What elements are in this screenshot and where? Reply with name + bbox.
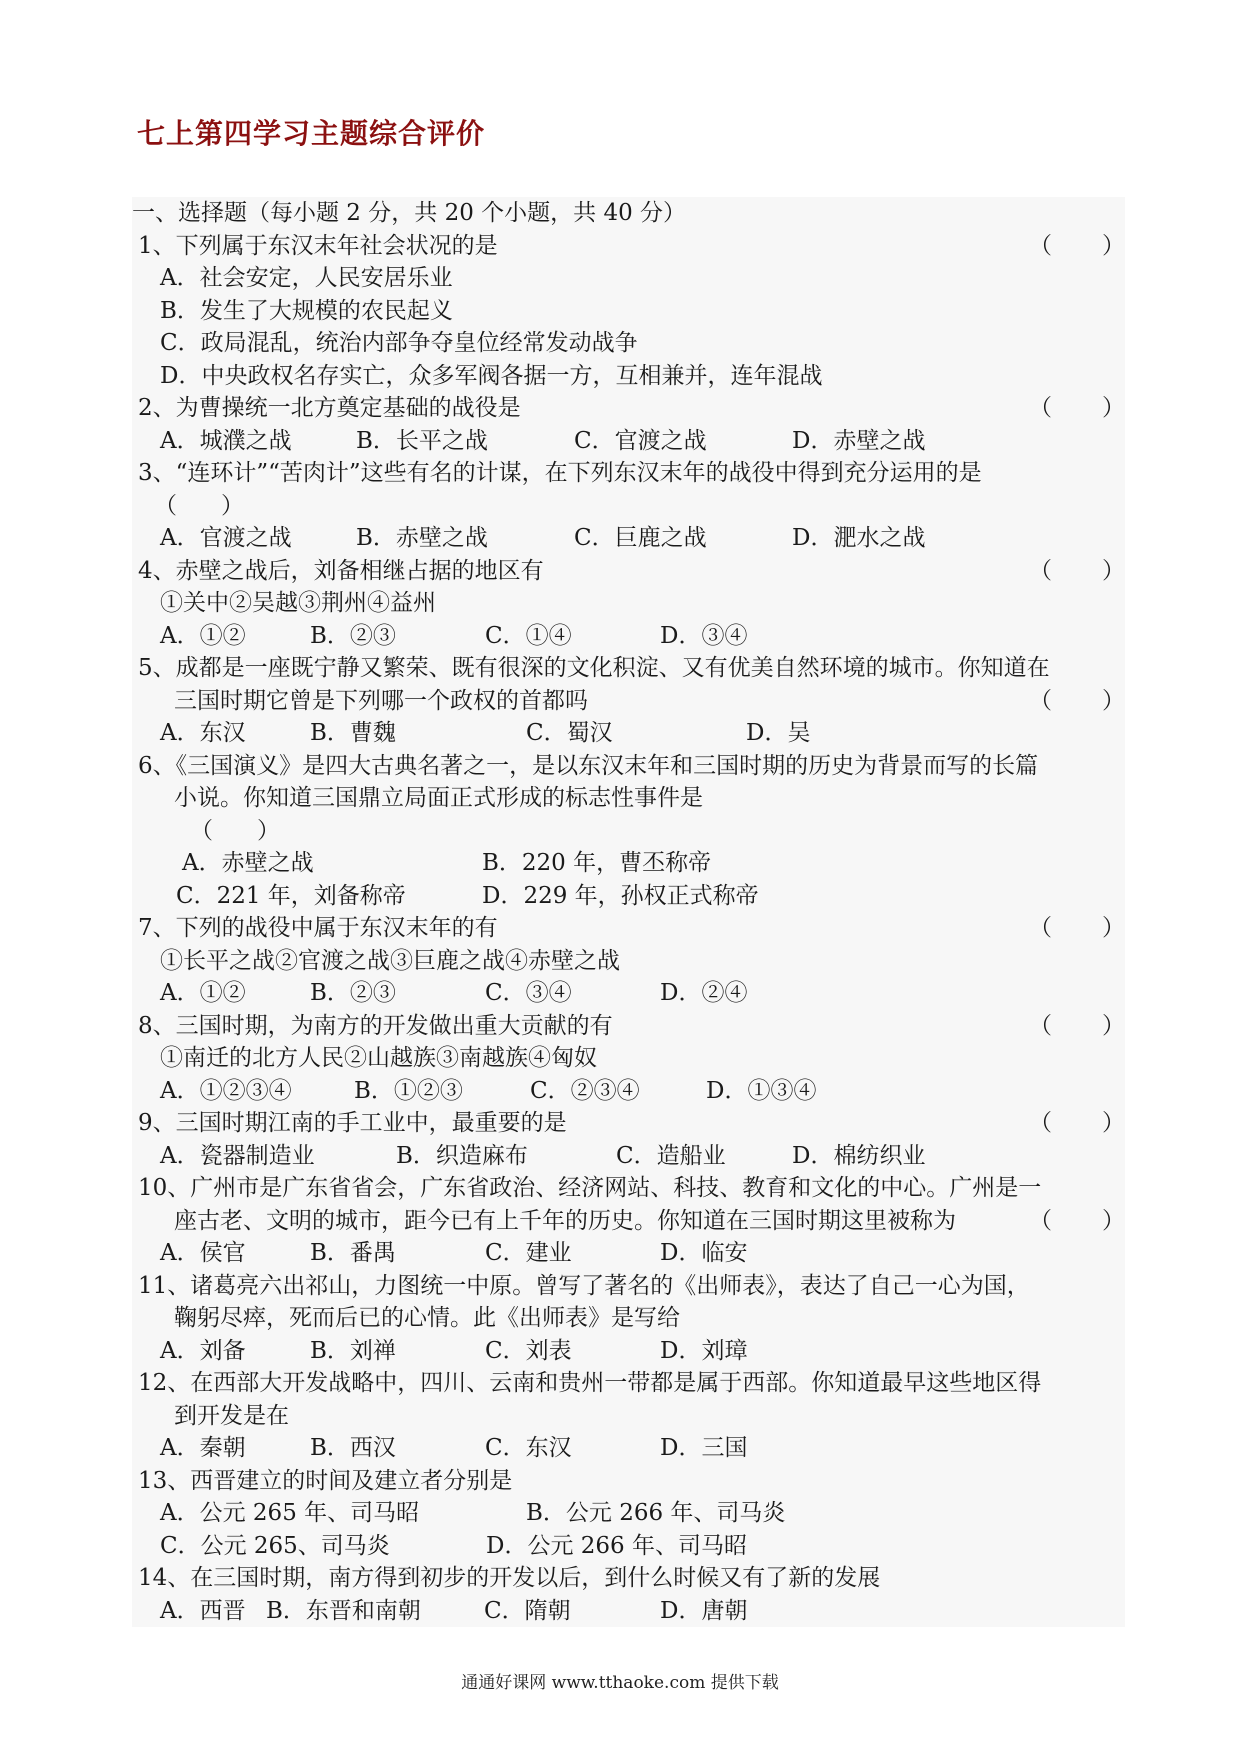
option: B．长平之战 — [356, 427, 488, 454]
option-row — [132, 1075, 1125, 1108]
option-row — [132, 880, 1125, 913]
option: D．③④ — [660, 622, 748, 649]
question-stem-cont: 鞠躬尽瘁，死而后已的心情。此《出师表》是写给 — [174, 1305, 680, 1331]
answer-blank: （ ） — [1029, 395, 1125, 421]
option-row — [132, 1595, 1125, 1628]
option: A．刘备 — [160, 1337, 246, 1364]
option-row — [132, 620, 1125, 653]
answer-blank: （ ） — [154, 492, 244, 519]
item-list: ①关中②吴越③荆州④益州 — [160, 590, 436, 616]
option: C．东汉 — [485, 1435, 572, 1461]
option: A．西晋 — [160, 1597, 246, 1624]
option: C．官渡之战 — [574, 427, 707, 454]
answer-blank: （ ） — [1029, 1110, 1125, 1136]
question-stem: 11、诸葛亮六出祁山，力图统一中原。曾写了著名的《出师表》，表达了自己一心为国， — [138, 1272, 1030, 1299]
answer-blank: （ ） — [1029, 1012, 1125, 1039]
option: A．①②③④ — [160, 1077, 292, 1104]
option: A．①② — [160, 622, 246, 649]
option: C．刘表 — [485, 1337, 572, 1364]
option: A．侯官 — [160, 1240, 246, 1266]
option-row — [132, 1335, 1125, 1368]
option: B．东晋和南朝 — [266, 1597, 421, 1624]
item-list: ①长平之战②官渡之战③巨鹿之战④赤壁之战 — [160, 947, 620, 974]
question-text: 8、三国时期，为南方的开发做出重大贡献的有 — [138, 1012, 613, 1039]
option-row — [132, 522, 1125, 555]
option: D．中央政权名存实亡，众多军阀各据一方，互相兼并，连年混战 — [160, 362, 823, 389]
option-row — [132, 1140, 1125, 1173]
item-list: ①南迁的北方人民②山越族③南越族④匈奴 — [160, 1045, 597, 1071]
question-text: 座古老、文明的城市，距今已有上千年的历史。你知道在三国时期这里被称为 — [174, 1207, 956, 1234]
option: D．临安 — [660, 1240, 748, 1266]
option-row — [132, 1497, 1125, 1530]
question-stem — [132, 912, 1125, 945]
option: A．瓷器制造业 — [160, 1142, 315, 1169]
question-stem-cont: 到开发是在 — [174, 1402, 289, 1429]
question-stem — [132, 230, 1125, 263]
answer-blank: （ ） — [1029, 687, 1125, 714]
page-footer: 通通好课网 www.tthaoke.com 提供下载 — [461, 1673, 779, 1693]
question-stem: 6、《三国演义》是四大古典名著之一，是以东汉末年和三国时期的历史为背景而写的长篇 — [138, 752, 1039, 779]
option: B．刘禅 — [310, 1337, 396, 1364]
question-text: 7、下列的战役中属于东汉末年的有 — [138, 915, 498, 941]
answer-blank: （ ） — [1029, 915, 1125, 941]
option-row — [132, 1237, 1125, 1270]
question-text: 三国时期它曾是下列哪一个政权的首都吗 — [174, 687, 588, 714]
option: C．221 年，刘备称帝 — [176, 882, 406, 909]
option-row — [132, 847, 1125, 880]
option: C．建业 — [485, 1240, 572, 1266]
option: A．东汉 — [160, 720, 246, 746]
option: D．②④ — [660, 980, 748, 1006]
option: B．织造麻布 — [396, 1142, 528, 1169]
option: A．秦朝 — [160, 1435, 246, 1461]
question-stem — [132, 392, 1125, 425]
option: D．①③④ — [706, 1077, 817, 1104]
option: A．公元 265 年、司马昭 — [160, 1500, 420, 1526]
option: C．造船业 — [616, 1142, 726, 1169]
question-stem: 14、在三国时期，南方得到初步的开发以后，到什么时候又有了新的发展 — [138, 1565, 881, 1591]
option: D．吴 — [746, 720, 811, 746]
option: B．发生了大规模的农民起义 — [160, 297, 453, 324]
option: C．①④ — [485, 622, 572, 649]
option: B．番禺 — [310, 1240, 396, 1266]
option: C．隋朝 — [484, 1597, 571, 1624]
option: D．唐朝 — [660, 1597, 748, 1624]
option-row — [132, 717, 1125, 750]
option: C．政局混乱，统治内部争夺皇位经常发动战争 — [160, 330, 638, 356]
question-block — [132, 197, 1125, 1627]
option: B．曹魏 — [310, 720, 396, 746]
option-row — [132, 1432, 1125, 1465]
question-text: 9、三国时期江南的手工业中，最重要的是 — [138, 1110, 567, 1136]
question-stem-cont — [132, 1205, 1125, 1238]
option: C．蜀汉 — [526, 720, 613, 746]
option: D．三国 — [660, 1435, 748, 1461]
question-stem-cont: 小说。你知道三国鼎立局面正式形成的标志性事件是 — [174, 785, 703, 811]
question-text: 4、赤壁之战后，刘备相继占据的地区有 — [138, 557, 544, 584]
option: B．②③ — [310, 980, 396, 1006]
question-stem: 13、西晋建立的时间及建立者分别是 — [138, 1467, 513, 1494]
answer-blank: （ ） — [1029, 232, 1125, 259]
option-row — [132, 977, 1125, 1010]
option-row — [132, 1530, 1125, 1563]
option: C．②③④ — [530, 1077, 640, 1104]
answer-blank: （ ） — [1029, 1207, 1125, 1234]
option: A．城濮之战 — [160, 427, 292, 454]
option-row — [132, 425, 1125, 458]
question-stem: 12、在西部大开发战略中，四川、云南和贵州一带都是属于西部。你知道最早这些地区得 — [138, 1370, 1042, 1396]
question-stem — [132, 1010, 1125, 1043]
option: A．①② — [160, 980, 246, 1006]
option: D．刘璋 — [660, 1337, 748, 1364]
option: B．赤壁之战 — [356, 525, 488, 551]
option: B．西汉 — [310, 1435, 396, 1461]
question-stem: 5、成都是一座既宁静又繁荣、既有很深的文化积淀、又有优美自然环境的城市。你知道在 — [138, 655, 1050, 681]
section-header: 一、选择题（每小题 2 分，共 20 个小题，共 40 分） — [132, 200, 687, 226]
question-stem: 10、广州市是广东省省会，广东省政治、经济网站、科技、教育和文化的中心。广州是一 — [138, 1175, 1042, 1201]
question-text: 1、下列属于东汉末年社会状况的是 — [138, 232, 498, 259]
answer-blank: （ ） — [1029, 557, 1125, 584]
page-title: 七上第四学习主题综合评价 — [137, 117, 486, 150]
option: B．公元 266 年、司马炎 — [526, 1500, 786, 1526]
option: C．公元 265、司马炎 — [160, 1532, 390, 1559]
question-stem-cont — [132, 685, 1125, 718]
option: D．赤壁之战 — [792, 427, 926, 454]
question-text: 2、为曹操统一北方奠定基础的战役是 — [138, 395, 521, 421]
option: D．公元 266 年、司马昭 — [486, 1532, 747, 1559]
question-stem — [132, 1107, 1125, 1140]
option: A．社会安定，人民安居乐业 — [160, 265, 453, 291]
question-stem — [132, 555, 1125, 588]
option: D．229 年，孙权正式称帝 — [482, 882, 759, 909]
option: A．赤壁之战 — [182, 850, 314, 876]
answer-blank: （ ） — [190, 817, 280, 844]
option: B．220 年，曹丕称帝 — [482, 850, 712, 876]
option: B．①②③ — [354, 1077, 463, 1104]
option: B．②③ — [310, 622, 396, 649]
option: D．棉纺织业 — [792, 1142, 926, 1169]
option: D．淝水之战 — [792, 525, 926, 551]
option: A．官渡之战 — [160, 525, 292, 551]
option: C．巨鹿之战 — [574, 525, 707, 551]
option: C．③④ — [485, 980, 572, 1006]
question-stem: 3、“连环计”“苦肉计”这些有名的计谋，在下列东汉末年的战役中得到充分运用的是 — [138, 460, 982, 486]
